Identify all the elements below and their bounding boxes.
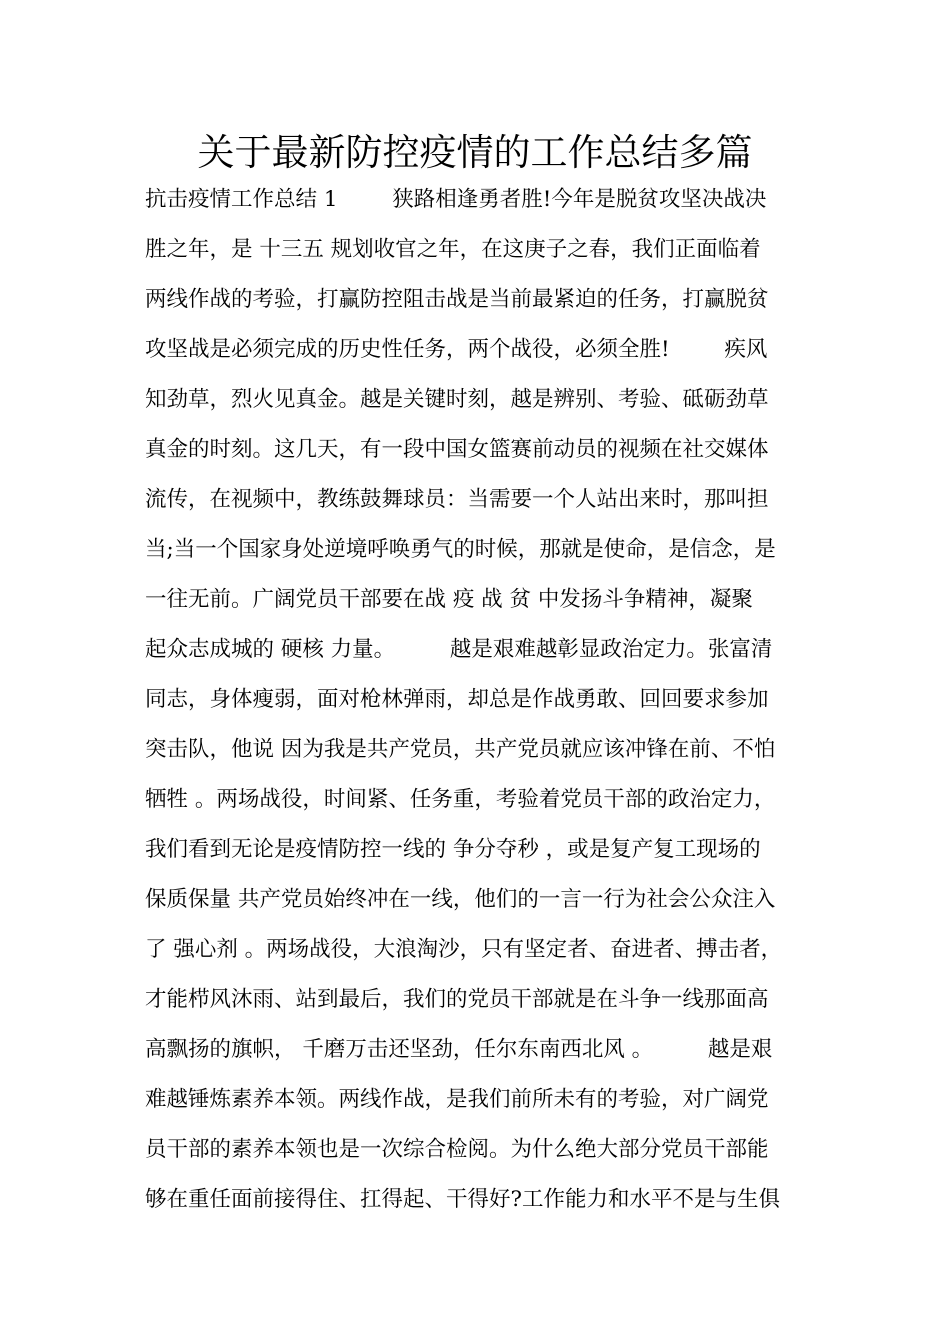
body-line: 一往无前。广阔党员干部要在战 疫 战 贫 中发扬斗争精神，凝聚 <box>145 587 753 612</box>
body-line: 够在重任面前接得住、扛得起、干得好?工作能力和水平不是与生俱 <box>145 1187 781 1212</box>
body-line: 保质保量 共产党员始终冲在一线，他们的一言一行为社会公众注入 <box>145 887 776 912</box>
body-line: 员干部的素养本领也是一次综合检阅。为什么绝大部分党员干部能 <box>145 1137 769 1162</box>
body-line: 牺牲 。两场战役，时间紧、任务重，考验着党员干部的政治定力， <box>145 787 776 812</box>
body-line: 流传，在视频中，教练鼓舞球员：当需要一个人站出来时，那叫担 <box>145 487 769 512</box>
body-line: 突击队，他说 因为我是共产党员，共产党员就应该冲锋在前、不怕 <box>145 737 776 762</box>
document-title: 关于最新防控疫情的工作总结多篇 <box>197 131 753 174</box>
body-line: 攻坚战是必须完成的历史性任务，两个战役，必须全胜! 疾风 <box>145 337 768 362</box>
body-line: 了 强心剂 。两场战役，大浪淘沙，只有坚定者、奋进者、搏击者， <box>145 937 783 962</box>
body-line: 高飘扬的旗帜， 千磨万击还坚劲，任尔东南西北风 。 越是艰 <box>145 1037 773 1062</box>
body-line: 我们看到无论是疫情防控一线的 争分夺秒 ，或是复产复工现场的 <box>145 837 761 862</box>
body-line: 难越锤炼素养本领。两线作战，是我们前所未有的考验，对广阔党 <box>145 1087 769 1112</box>
body-line: 知劲草，烈火见真金。越是关键时刻，越是辨别、考验、砥砺劲草 <box>145 387 769 412</box>
body-line: 才能栉风沐雨、站到最后，我们的党员干部就是在斗争一线那面高 <box>145 987 769 1012</box>
body-line: 同志，身体瘦弱，面对枪林弹雨，却总是作战勇敢、回回要求参加 <box>145 687 769 712</box>
body-line: 起众志成城的 硬核 力量。 越是艰难越彰显政治定力。张富清 <box>145 637 773 662</box>
body-line: 真金的时刻。这几天，有一段中国女篮赛前动员的视频在社交媒体 <box>145 437 769 462</box>
body-line: 两线作战的考验，打赢防控阻击战是当前最紧迫的任务，打赢脱贫 <box>145 287 769 312</box>
body-line: 抗击疫情工作总结 1 狭路相逢勇者胜!今年是脱贫攻坚决战决 <box>145 187 767 212</box>
body-line: 当;当一个国家身处逆境呼唤勇气的时候，那就是使命，是信念，是 <box>145 537 776 562</box>
body-line: 胜之年，是 十三五 规划收官之年，在这庚子之春，我们正面临着 <box>145 237 761 262</box>
document-body <box>145 183 835 1233</box>
